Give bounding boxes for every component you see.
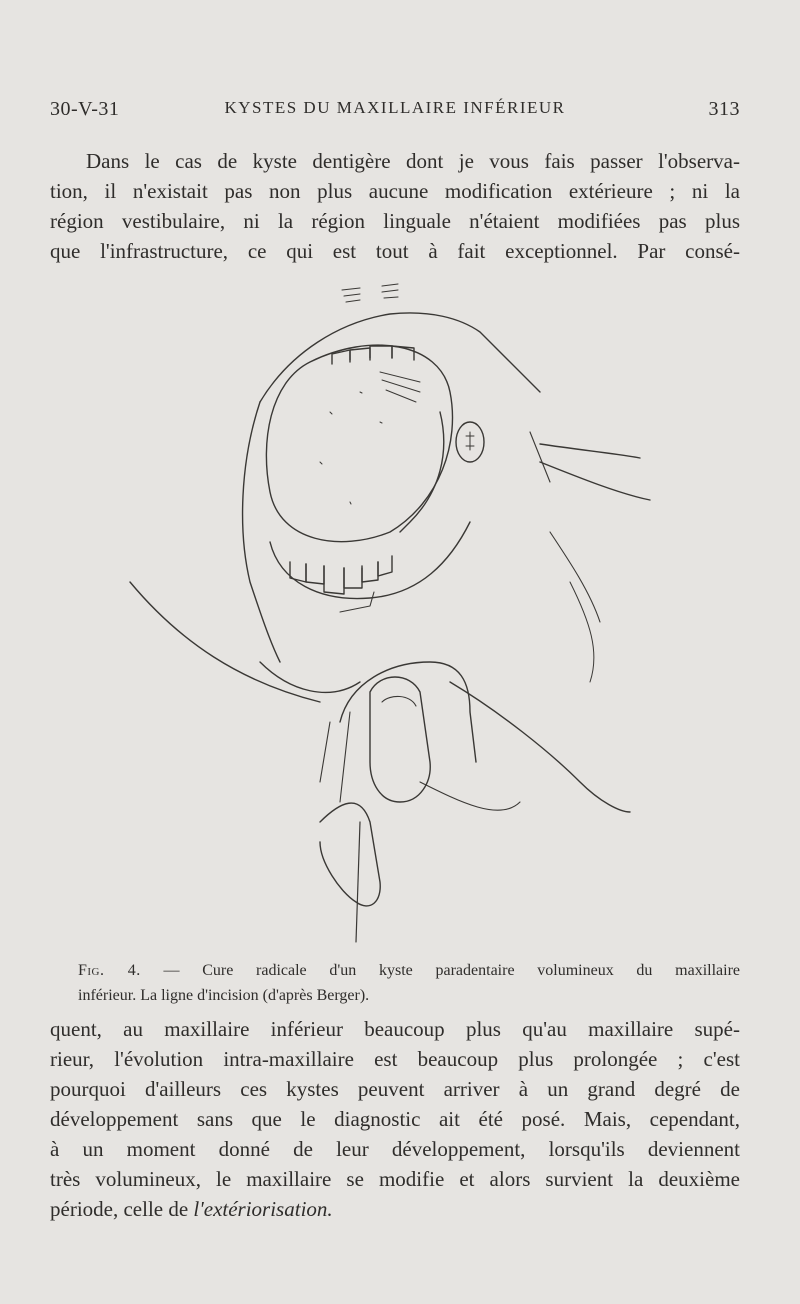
page-signature: 30-V-31 [50,98,120,120]
text-line: Dans le cas de kyste dentigère dont je vous fais passer l'observa- [86,149,740,173]
lower-retractor [340,662,476,762]
lower-teeth [290,556,392,594]
text-line: pourquoi d'ailleurs ces kystes peuvent arriver à un grand degré de [50,1077,740,1101]
lower-lip-outline [270,522,470,599]
last-line-italic: l'extériorisation. [193,1197,333,1221]
text-line: très volumineux, le maxillaire se modifie et alors survient la deuxième [50,1167,740,1191]
text-line: développement sans que le diagnostic ait été posé. Mais, cependant, [50,1107,740,1131]
page-header [50,98,740,124]
cheek-outline [243,402,280,662]
cyst-outline [266,345,452,542]
right-retractor [540,444,650,500]
page-number: 313 [708,98,740,120]
text-line: région vestibulaire, ni la région linguale n'étaient modifiées pas plus [50,209,740,233]
caption-label: Fig. 4. [78,962,141,979]
caption-text-line1: Cure radicale d'un kyste paradentaire volumineux du maxillaire [202,962,741,979]
last-line-prefix: période, celle de [50,1197,194,1221]
text-line: quent, au maxillaire inférieur beaucoup plus qu'au maxillaire supé- [50,1017,740,1041]
figure-caption [78,958,740,1008]
paragraph-bottom [50,1014,740,1224]
upper-lip-outline [260,313,540,402]
text-line: tion, il n'existait pas non plus aucune modification extérieure ; ni la [50,179,740,203]
incision-line [400,412,444,532]
hand-outline [450,682,630,812]
text-line-last [50,1194,740,1224]
retractor-hooks [342,284,398,302]
text-line: que l'infrastructure, ce qui est tout à fait exceptionnel. Par consé- [50,239,740,263]
figure-illustration [120,262,660,952]
caption-text-line2: inférieur. La ligne d'incision (d'après Berger). [78,987,370,1004]
caption-dash: — [163,962,180,979]
paragraph-top [50,146,740,266]
running-title: KYSTES DU MAXILLAIRE INFÉRIEUR [224,98,566,117]
text-line: à un moment donné de leur développement, lorsqu'ils deviennent [50,1137,740,1161]
text-line: rieur, l'évolution intra-maxillaire est beaucoup plus prolongée ; c'est [50,1047,740,1071]
finger-outline [370,677,430,802]
